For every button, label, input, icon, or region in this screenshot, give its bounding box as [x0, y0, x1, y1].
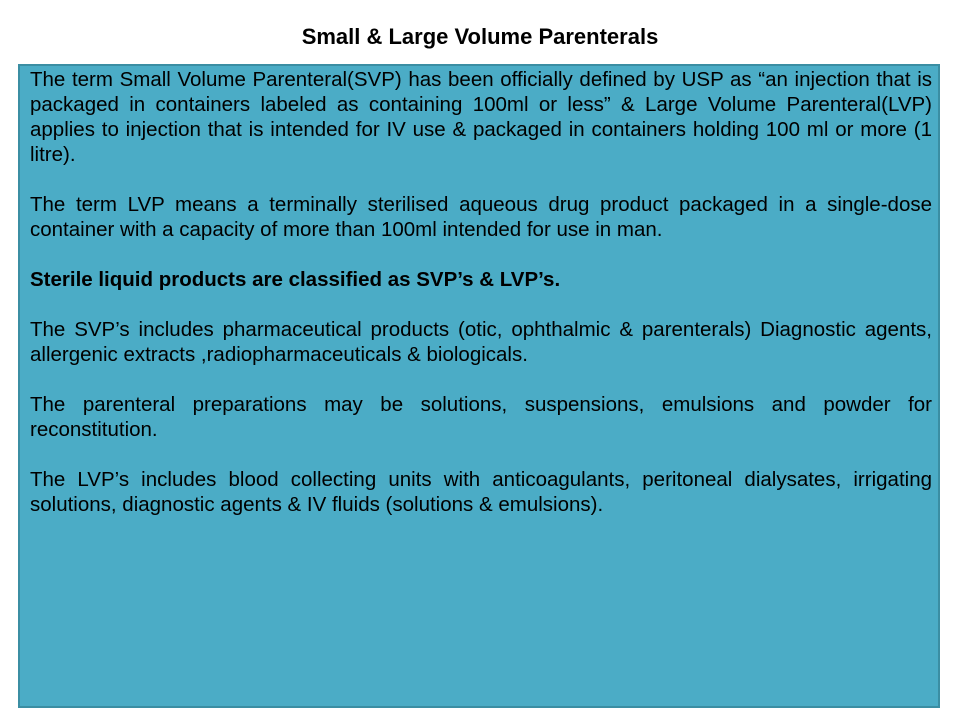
paragraph-classification: Sterile liquid products are classified as SVP’s & LVP’s. [30, 268, 561, 291]
paragraph-lvp-definition: The term LVP means a terminally sterilised aqueous drug product packaged in a single-dose container with a capacity of more than 100ml intended for use in man. [30, 193, 932, 241]
content-box [18, 64, 940, 708]
paragraph-svp-lvp-definition: The term Small Volume Parenteral(SVP) has been officially defined by USP as “an injection that is packaged in containers labeled as containing 100ml or less” & Large Volume Parenteral(LVP) applies to injection that is intended for IV use & packaged in containers holding 100 ml or more (1 litre). [30, 68, 932, 166]
slide-title: Small & Large Volume Parenterals [301, 24, 659, 49]
paragraph-preparations: The parenteral preparations may be solutions, suspensions, emulsions and powder for reconstitution. [30, 393, 932, 441]
paragraph-lvp-includes: The LVP’s includes blood collecting units with anticoagulants, peritoneal dialysates, irrigating solutions, diagnostic agents & IV fluids (solutions & emulsions). [30, 468, 932, 516]
paragraph-svp-includes: The SVP’s includes pharmaceutical products (otic, ophthalmic & parenterals) Diagnostic agents, allergenic extracts ,radiopharmaceuticals & biologicals. [30, 318, 932, 366]
